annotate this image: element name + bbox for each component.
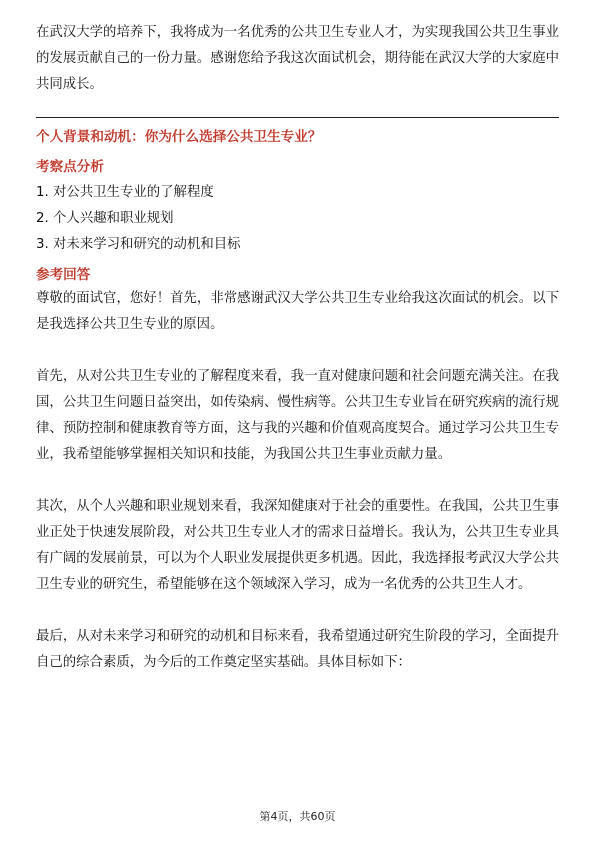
answer-body — [36, 286, 559, 676]
section-divider — [36, 117, 559, 118]
intro-section — [36, 20, 559, 98]
answer-paragraph: 尊敬的面试官，您好！首先，非常感谢武汉大学公共卫生专业给我这次面试的机会。以下是我选择公共卫生专业的原因。 — [36, 291, 559, 332]
answer-paragraph: 首先，从对公共卫生专业的了解程度来看，我一直对健康问题和社会问题充满关注。在我国，公共卫生问题日益突出，如传染病、慢性病等。公共卫生专业旨在研究疾病的流行规律、预防控制和健康教育等方面，这与我的兴趣和价值观高度契合。通过学习公共卫生专业，我希望能够掌握相关知识和技能，为我国公共卫生事业贡献力量。 — [36, 369, 559, 462]
analysis-points-list — [36, 180, 559, 258]
answer-paragraph: 其次，从个人兴趣和职业规划来看，我深知健康对于社会的重要性。在我国，公共卫生事业正处于快速发展阶段，对公共卫生专业人才的需求日益增长。我认为，公共卫生专业具有广阔的发展前景，可以为个人职业发展提供更多机遇。因此，我选择报考武汉大学公共卫生专业的研究生，希望能够在这个领域深入学习，成为一名优秀的公共卫生人才。 — [36, 499, 559, 592]
analysis-point: 2. 个人兴趣和职业规划 — [36, 211, 174, 226]
page-number-footer: 第4页，共60页 — [259, 810, 336, 823]
answer-paragraph: 最后，从对未来学习和研究的动机和目标来看，我希望通过研究生阶段的学习，全面提升自己的综合素质，为今后的工作奠定坚实基础。具体目标如下： — [36, 629, 559, 670]
question-title: 个人背景和动机：你为什么选择公共卫生专业？ — [36, 129, 322, 145]
analysis-point: 3. 对未来学习和研究的动机和目标 — [36, 237, 241, 252]
document-page — [36, 0, 559, 842]
analysis-point: 1. 对公共卫生专业的了解程度 — [36, 185, 214, 200]
question-section — [36, 126, 559, 676]
analysis-label: 考察点分析 — [36, 159, 104, 175]
answer-label: 参考回答 — [36, 267, 91, 283]
intro-paragraph: 在武汉大学的培养下，我将成为一名优秀的公共卫生专业人才，为实现我国公共卫生事业的发展贡献自己的一份力量。感谢您给予我这次面试机会，期待能在武汉大学的大家庭中共同成长。 — [36, 25, 559, 92]
